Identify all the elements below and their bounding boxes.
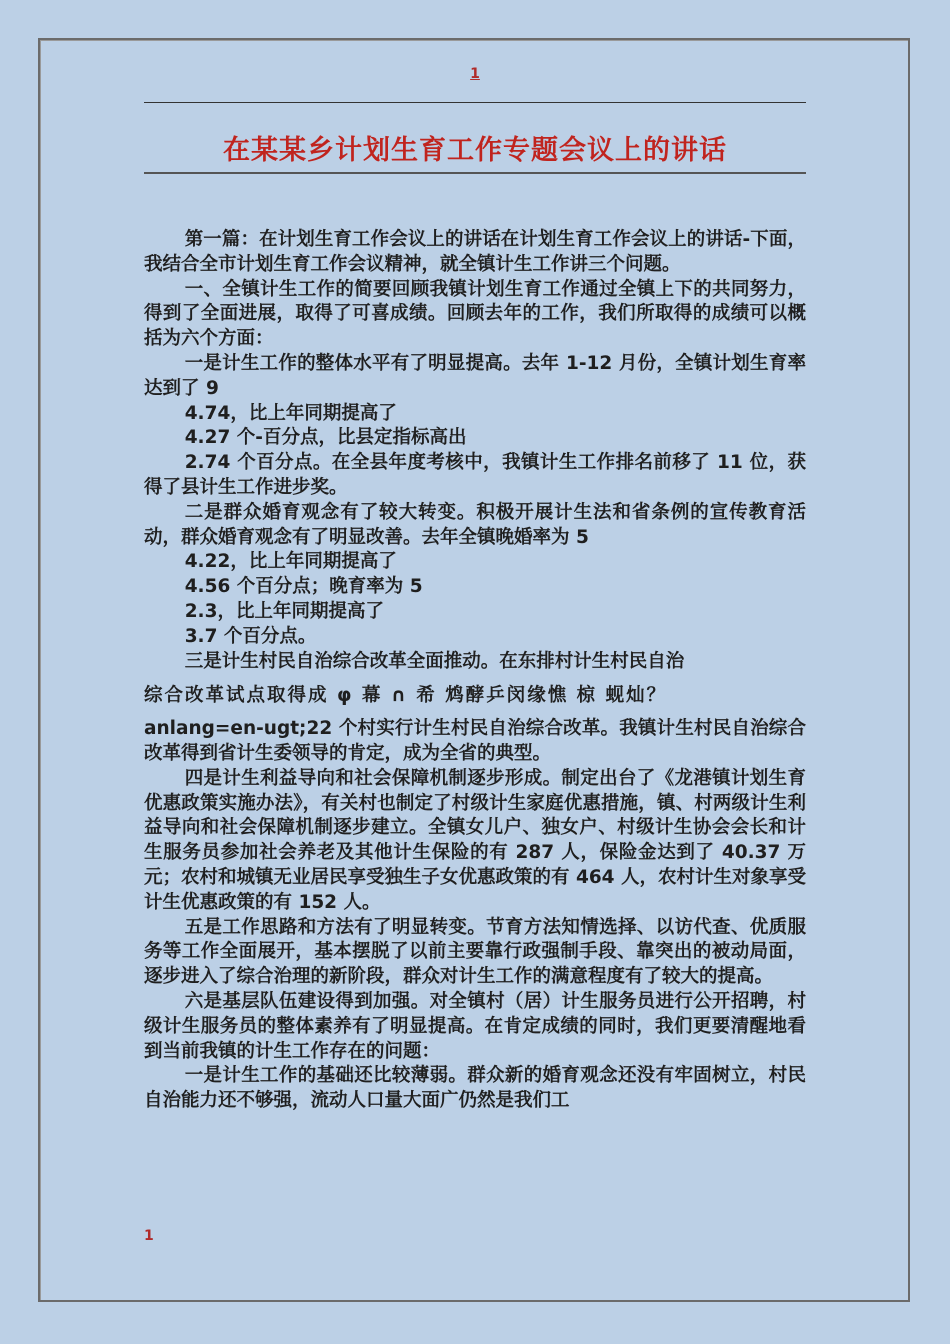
paragraph: 四是计生利益导向和社会保障机制逐步形成。制定出台了《龙港镇计划生育优惠政策实施办法》，有关村也制定了村级计生家庭优惠措施，镇、村两级计生利益导向和社会保障机制逐步建立。全镇女儿户、独女户、村级计生协会会长和计生服务员参加社会养老及其他计生保险的有 287 人，保险金达到了 40.37 万元；农村和城镇无业居民享受独生子女优惠政策的有 464 人，农村计生对象享受计生优惠政策的有 152 人。 bbox=[144, 767, 807, 913]
garbled-paragraph: 综合改革试点取得成 φ 幕 ∩ 希 鸩酵乒闵缘憔 椋 蚬灿？ bbox=[144, 685, 668, 707]
paragraph: 一是计生工作的基础还比较薄弱。群众新的婚育观念还没有牢固树立，村民自治能力还不够强，流动人口量大面广仍然是我们工 bbox=[144, 1065, 806, 1112]
title-divider bbox=[144, 172, 806, 174]
paragraph: 2.74 个百分点。在全县年度考核中，我镇计生工作排名前移了 11 位，获得了县计生工作进步奖。 bbox=[144, 452, 806, 498]
document-body bbox=[144, 228, 806, 1114]
paragraph: 第一篇：在计划生育工作会议上的讲话在计划生育工作会议上的讲话-下面，我结合全市计划生育工作会议精神，就全镇计生工作讲三个问题。 bbox=[144, 229, 806, 275]
footer-page-number: 1 bbox=[144, 1228, 154, 1244]
paragraph: anlang=en-ugt;22 个村实行计生村民自治综合改革。我镇计生村民自治综合改革得到省计生委领导的肯定，成为全省的典型。 bbox=[144, 718, 806, 764]
paragraph: 一、全镇计生工作的简要回顾我镇计划生育工作通过全镇上下的共同努力，得到了全面进展，取得了可喜成绩。回顾去年的工作，我们所取得的成绩可以概括为六个方面： bbox=[144, 278, 806, 350]
paragraph: 4.74，比上年同期提高了 bbox=[184, 402, 397, 424]
paragraph: 五是工作思路和方法有了明显转变。节育方法知情选择、以访代查、优质服务等工作全面展开，基本摆脱了以前主要靠行政强制手段、靠突出的被动局面，逐步进入了综合治理的新阶段，群众对计生工作的满意程度有了较大的提高。 bbox=[144, 916, 806, 988]
paragraph: 三是计生村民自治综合改革全面推动。在东排村计生村民自治 bbox=[184, 650, 685, 672]
paragraph: 4.56 个百分点；晚育率为 5 bbox=[184, 576, 423, 598]
header-divider bbox=[144, 102, 806, 103]
paragraph: 六是基层队伍建设得到加强。对全镇村（居）计生服务员进行公开招聘，村级计生服务员的整体素养有了明显提高。在肯定成绩的同时，我们更要清醒地看到当前我镇的计生工作存在的问题： bbox=[144, 990, 806, 1062]
paragraph: 4.27 个-百分点，比县定指标高出 bbox=[184, 427, 467, 449]
paragraph: 一是计生工作的整体水平有了明显提高。去年 1-12 月份，全镇计划生育率达到了 9 bbox=[144, 352, 806, 399]
paragraph: 2.3，比上年同期提高了 bbox=[184, 600, 384, 622]
paragraph: 二是群众婚育观念有了较大转变。积极开展计生法和省条例的宣传教育活动，群众婚育观念有了明显改善。去年全镇晚婚率为 5 bbox=[144, 501, 806, 548]
paragraph: 3.7 个百分点。 bbox=[184, 625, 317, 647]
header-page-number: 1 bbox=[470, 66, 480, 82]
paragraph: 4.22，比上年同期提高了 bbox=[184, 551, 397, 573]
document-title: 在某某乡计划生育工作专题会议上的讲话 bbox=[223, 135, 727, 166]
